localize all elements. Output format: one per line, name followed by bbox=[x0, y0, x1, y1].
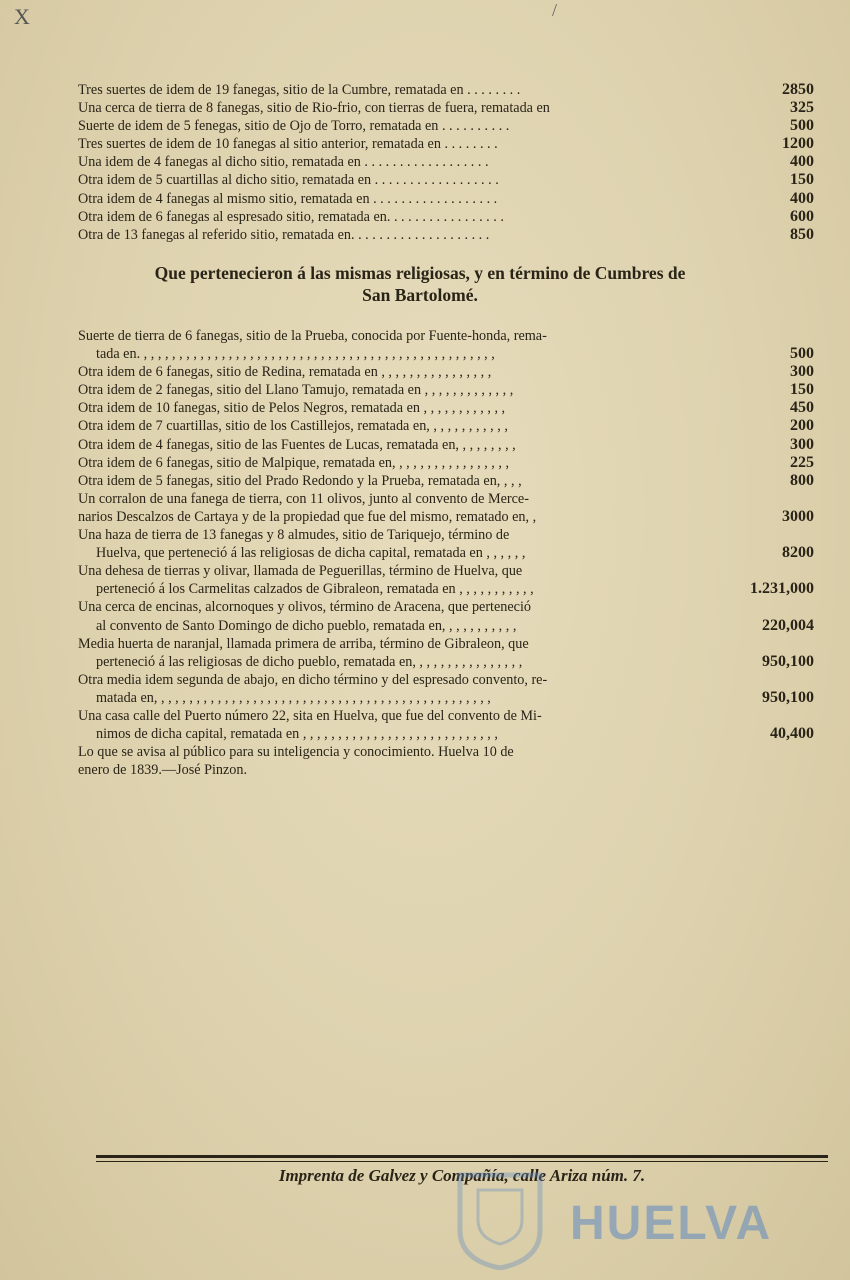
entry-row bbox=[62, 345, 814, 363]
entry-row bbox=[62, 671, 814, 689]
entry-amount: 8200 bbox=[782, 544, 814, 562]
entry-row bbox=[62, 226, 814, 244]
entry-row bbox=[62, 399, 814, 417]
entry-amount: 225 bbox=[790, 453, 814, 471]
entry-row bbox=[62, 544, 814, 562]
entry-text: narios Descalzos de Cartaya y de la propiedad que fue del mismo, rematado en, , bbox=[78, 508, 537, 525]
archive-watermark-text: HUELVA bbox=[570, 1197, 773, 1250]
entry-text: Una cerca de encinas, alcornoques y olivos, término de Aracena, que perteneció bbox=[78, 599, 532, 616]
entry-row bbox=[62, 417, 814, 435]
entry-text: Otra idem de 5 fanegas, sitio del Prado Redondo y la Prueba, rematada en, , , , bbox=[78, 472, 522, 489]
entry-text: Otra de 13 fanegas al referido sitio, rematada en. . . . . . . . . . . . . . . . . . . . bbox=[78, 226, 490, 243]
auction-list-cumbre bbox=[62, 81, 814, 244]
entry-text: Una cerca de tierra de 8 fanegas, sitio de Rio-frio, con tierras de fuera, rematada en bbox=[78, 100, 550, 117]
entry-row bbox=[62, 653, 814, 671]
entry-text: Una idem de 4 fanegas al dicho sitio, rematada en . . . . . . . . . . . . . . . . . . bbox=[78, 154, 489, 171]
entry-row bbox=[62, 81, 814, 99]
entry-text: Una dehesa de tierras y olivar, llamada de Peguerillas, término de Huelva, que bbox=[78, 563, 523, 580]
entry-amount: 400 bbox=[790, 189, 814, 207]
entry-text: Tres suertes de idem de 10 fanegas al sitio anterior, rematada en . . . . . . . . bbox=[78, 136, 498, 153]
entry-text: Otra idem de 7 cuartillas, sitio de los Castillejos, rematada en, , , , , , , , , , , , bbox=[78, 418, 508, 435]
entry-row bbox=[62, 363, 814, 381]
entry-text: al convento de Santo Domingo de dicho pueblo, rematada en, , , , , , , , , , , bbox=[96, 617, 517, 634]
entry-row bbox=[62, 526, 814, 544]
entry-row bbox=[62, 327, 814, 345]
entry-text: Otra idem de 4 fanegas, sitio de las Fuentes de Lucas, rematada en, , , , , , , , , bbox=[78, 436, 516, 453]
entry-amount: 300 bbox=[790, 435, 814, 453]
entry-amount: 950,100 bbox=[762, 652, 814, 670]
entry-amount: 800 bbox=[790, 471, 814, 489]
entry-row bbox=[62, 580, 814, 598]
entry-text: Suerte de idem de 5 fenegas, sitio de Ojo de Torro, rematada en . . . . . . . . . . bbox=[78, 118, 510, 135]
entry-row bbox=[62, 190, 814, 208]
entry-row bbox=[62, 635, 814, 653]
entry-amount: 450 bbox=[790, 399, 814, 417]
entry-row bbox=[62, 171, 814, 189]
entry-amount: 325 bbox=[790, 99, 814, 117]
entry-text: Un corralon de una fanega de tierra, con 11 olivos, junto al convento de Merce- bbox=[78, 490, 529, 507]
entry-amount: 400 bbox=[790, 153, 814, 171]
section-heading-line1: Que pertenecieron á las mismas religiosas, y en término de Cumbres de bbox=[154, 263, 686, 283]
entry-text: Otra idem de 5 cuartillas al dicho sitio, rematada en . . . . . . . . . . . . . . . . . . bbox=[78, 172, 499, 189]
entry-text: perteneció á los Carmelitas calzados de Gibraleon, rematada en , , , , , , , , , , , bbox=[96, 581, 534, 598]
entry-row bbox=[62, 562, 814, 580]
entry-row bbox=[62, 725, 814, 743]
auction-list-cumbres-de-san-bartolome bbox=[62, 327, 814, 779]
entry-row bbox=[62, 454, 814, 472]
section-heading-line2: San Bartolomé. bbox=[362, 285, 478, 305]
entry-row bbox=[62, 617, 814, 635]
entry-text: nimos de dicha capital, rematada en , , , , , , , , , , , , , , , , , , , , , , , , , , , , bbox=[96, 726, 498, 743]
entry-amount: 500 bbox=[790, 117, 814, 135]
entry-text: Lo que se avisa al público para su inteligencia y conocimiento. Huelva 10 de bbox=[78, 744, 514, 761]
entry-text: enero de 1839.—José Pinzon. bbox=[78, 762, 248, 779]
entry-text: Otra idem de 6 fanegas, sitio de Malpique, rematada en, , , , , , , , , , , , , , , , , bbox=[78, 454, 510, 471]
entry-text: Suerte de tierra de 6 fanegas, sitio de la Prueba, conocida por Fuente-honda, rema- bbox=[78, 328, 547, 344]
entry-amount: 2850 bbox=[782, 81, 814, 98]
entry-text: Una casa calle del Puerto número 22, sita en Huelva, que fue del convento de Mi- bbox=[78, 707, 542, 724]
entry-row bbox=[62, 153, 814, 171]
entry-amount: 40,400 bbox=[770, 725, 814, 743]
entry-text: Otra idem de 6 fanegas al espresado sitio, rematada en. . . . . . . . . . . . . . . . . bbox=[78, 208, 504, 225]
entry-row bbox=[62, 598, 814, 616]
entry-text: tada en. , , , , , , , , , , , , , , , , , , , , , , , , , , , , , , , , , , , , , , , , , , , , , , , , , , bbox=[96, 346, 495, 363]
entry-amount: 500 bbox=[790, 345, 814, 363]
entry-row bbox=[62, 761, 814, 779]
entry-row bbox=[62, 743, 814, 761]
entry-amount: 300 bbox=[790, 363, 814, 381]
entry-text: Huelva, que perteneció á las religiosas de dicha capital, rematada en , , , , , , bbox=[96, 545, 526, 562]
entry-text: Otra idem de 10 fanegas, sitio de Pelos Negros, rematada en , , , , , , , , , , , , bbox=[78, 400, 506, 417]
entry-row bbox=[62, 689, 814, 707]
top-tick-mark: / bbox=[552, 0, 558, 20]
entry-text: matada en, , , , , , , , , , , , , , , , , , , , , , , , , , , , , , , , , , , , , , , , , , , , , , , , bbox=[96, 689, 491, 706]
entry-text: Otra media idem segunda de abajo, en dicho término y del espresado convento, re- bbox=[78, 671, 548, 688]
section-heading bbox=[70, 262, 770, 306]
entry-text: Otra idem de 4 fanegas al mismo sitio, rematada en . . . . . . . . . . . . . . . . . . bbox=[78, 190, 498, 207]
footer-rule-thick bbox=[96, 1155, 828, 1158]
entry-row bbox=[62, 135, 814, 153]
entry-text: perteneció á las religiosas de dicho pueblo, rematada en, , , , , , , , , , , , , , , , bbox=[96, 653, 523, 670]
entry-text: Otra idem de 2 fanegas, sitio del Llano Tamujo, rematada en , , , , , , , , , , , , , bbox=[78, 382, 514, 399]
entry-amount: 950,100 bbox=[762, 688, 814, 706]
entry-amount: 150 bbox=[790, 381, 814, 399]
entry-text: Otra idem de 6 fanegas, sitio de Redina, rematada en , , , , , , , , , , , , , , , , bbox=[78, 364, 492, 381]
entry-row bbox=[62, 508, 814, 526]
entry-row bbox=[62, 436, 814, 454]
entry-amount: 1.231,000 bbox=[750, 580, 814, 598]
entry-row bbox=[62, 472, 814, 490]
entry-row bbox=[62, 99, 814, 117]
corner-mark: X bbox=[14, 4, 30, 29]
entry-amount: 600 bbox=[790, 207, 814, 225]
entry-row bbox=[62, 117, 814, 135]
entry-text: Una haza de tierra de 13 fanegas y 8 almudes, sitio de Tariquejo, término de bbox=[78, 527, 510, 544]
entry-amount: 220,004 bbox=[762, 616, 814, 634]
entry-amount: 200 bbox=[790, 417, 814, 435]
entry-amount: 850 bbox=[790, 225, 814, 243]
entry-amount: 1200 bbox=[782, 135, 814, 153]
entry-amount: 150 bbox=[790, 171, 814, 189]
entry-row bbox=[62, 707, 814, 725]
entry-row bbox=[62, 381, 814, 399]
entry-text: Tres suertes de idem de 19 fanegas, sitio de la Cumbre, rematada en . . . . . . . . bbox=[78, 82, 521, 98]
printer-imprint: Imprenta de Galvez y Compañía, calle Ariza núm. 7. bbox=[278, 1166, 646, 1185]
footer-rule-thin bbox=[96, 1161, 828, 1162]
entry-amount: 3000 bbox=[782, 507, 814, 525]
entry-text: Media huerta de naranjal, llamada primera de arriba, término de Gibraleon, que bbox=[78, 635, 529, 652]
entry-row bbox=[62, 208, 814, 226]
entry-row bbox=[62, 490, 814, 508]
